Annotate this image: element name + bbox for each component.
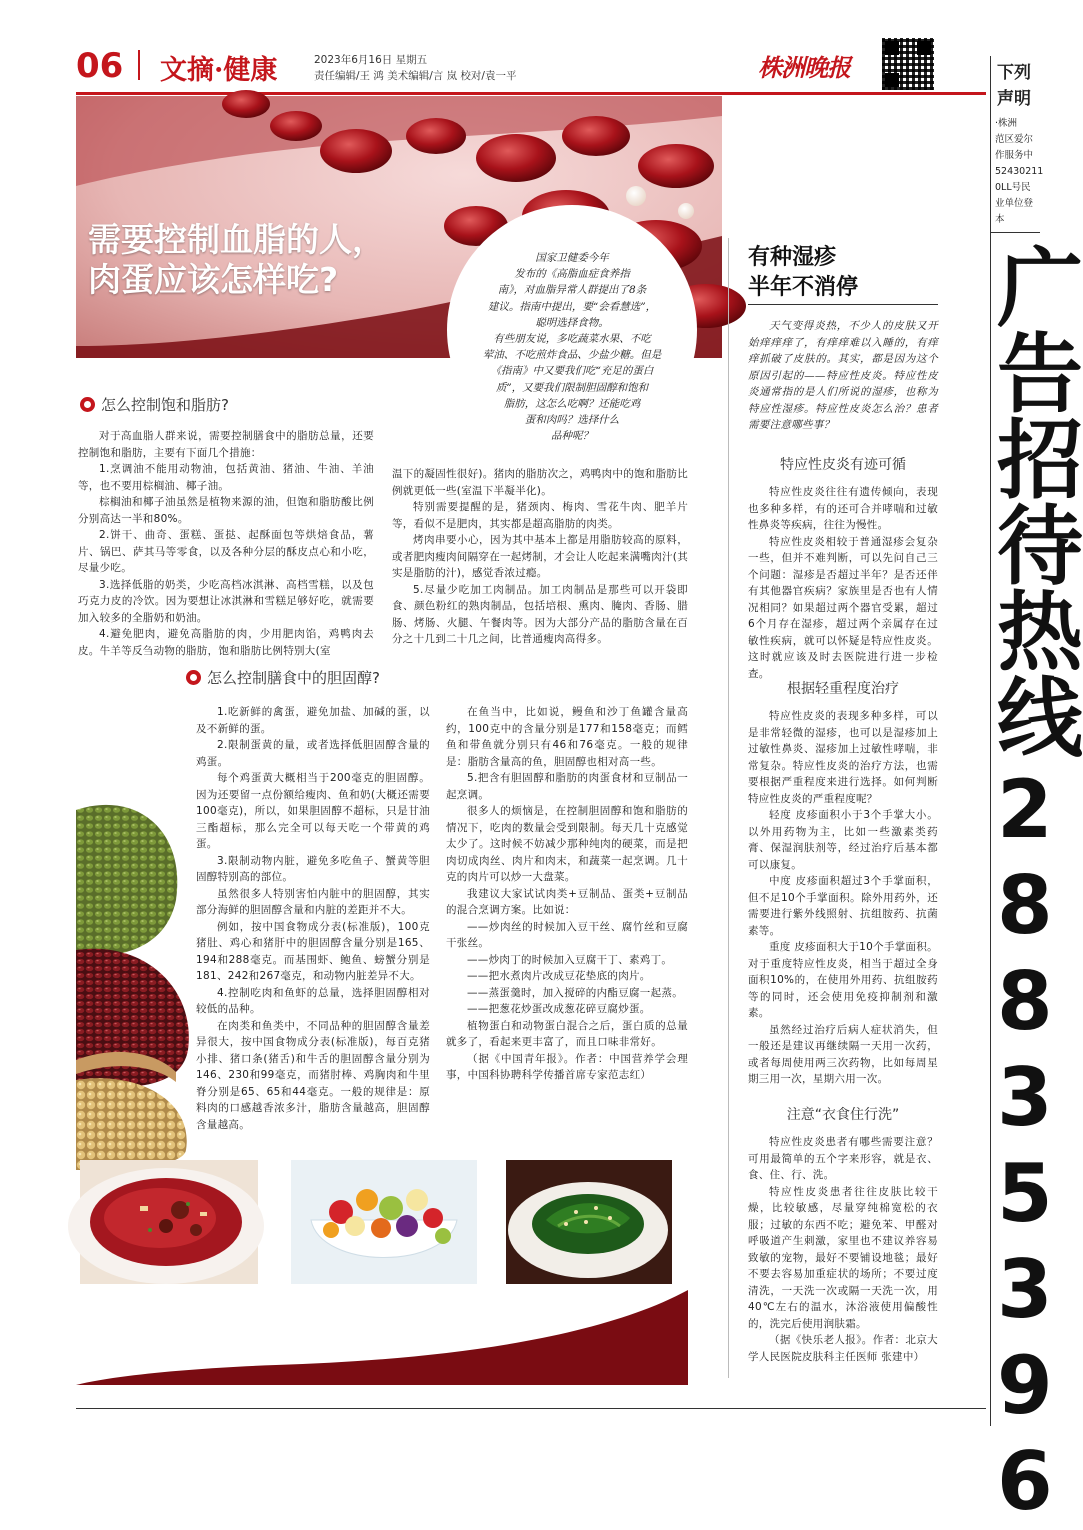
side-section-2 xyxy=(748,678,938,1088)
lead-line: 品种呢？ xyxy=(551,430,593,443)
paragraph: 很多人的烦恼是，在控制胆固醇和饱和脂肪的情况下，吃肉的数量会受到限制。每天几十克感觉太少了。这时候不妨减少那种纯肉的硬菜，而是把肉切成肉丝、肉片和肉末，和蔬菜一起烹调。几十克的肉片可以炒一大盘菜。 xyxy=(446,805,688,883)
paragraph: 2.限制蛋黄的量，或者选择低胆固醇含量的鸡蛋。 xyxy=(196,739,430,768)
page-number: 06 xyxy=(76,46,124,86)
side-title-line-2: 半年不消停 xyxy=(748,274,859,300)
borscht-illustration xyxy=(80,1160,258,1284)
ad-digit: 3 xyxy=(997,1243,1053,1336)
notice-title-line: 下列 xyxy=(997,63,1031,83)
paragraph: 特应性皮炎患者有哪些需要注意？可用最简单的五个字来形容，就是衣、食、住、行、洗。 xyxy=(748,1136,938,1181)
photo-fruit-salad xyxy=(291,1160,477,1284)
lead-line: 质”，又要我们限制胆固醇和饱和 xyxy=(495,381,649,394)
lead-line: 《指南》中又要我们吃“充足的蛋白 xyxy=(490,365,654,378)
adjacent-page-strip xyxy=(990,56,1083,1528)
qr-code xyxy=(882,38,934,90)
q2-column-2 xyxy=(446,704,688,1084)
editor-credits: 责任编辑/王 鸿 美术编辑/言 岚 校对/袁一平 xyxy=(314,70,517,82)
notice-line: 52430211 xyxy=(995,166,1044,177)
footer-rule xyxy=(76,1408,986,1409)
paragraph: 天气变得炎热，不少人的皮肤又开始痒痒痒了，有痒痒难以入睡的，有痒痒抓破了皮肤的。其实，都是因为这个原因引起的——特应性皮炎。特应性皮炎通常指的是人们所说的湿疹，也称为特应性湿疹。特应性皮炎怎么治？患者需要注意哪些事？ xyxy=(748,320,938,431)
paragraph: 5.把含有胆固醇和脂肪的肉蛋食材和豆制品一起烹调。 xyxy=(446,772,688,801)
ad-char: 招 xyxy=(997,410,1083,511)
paragraph: 特应性皮炎往往有遗传倾向，表现也多种多样，有的还可合并哮喘和过敏性鼻炎等疾病，往往为慢性。 xyxy=(748,486,938,531)
q2-heading-text: 怎么控制膳食中的胆固醇? xyxy=(207,669,380,687)
headline xyxy=(88,220,385,300)
header-rule xyxy=(76,92,986,95)
paragraph: 植物蛋白和动物蛋白混合之后，蛋白质的总量就多了，看起来更丰富了，而且口味非常好。 xyxy=(446,1019,688,1048)
bullet-circle-icon xyxy=(186,670,201,685)
side-title-rule xyxy=(748,304,938,305)
notice-line: ·株洲 xyxy=(995,118,1018,129)
paragraph: 特应性皮炎的表现多种多样，可以是非常轻微的湿疹，也可以是湿疹加上过敏性鼻炎、湿疹加上过敏性哮喘，非常复杂。特应性皮炎的治疗方法，也需要根据严重程度来进行选择。如何判断特应性皮炎的严重程度呢？ xyxy=(748,710,938,805)
ad-char: 线 xyxy=(997,668,1083,769)
side-intro xyxy=(748,318,938,434)
paragraph: 轻度 皮疹面积小于3个手掌大小。以外用药物为主，比如一些激素类药膏、保湿润肤剂等，经过治疗后基本都可以康复。 xyxy=(748,809,938,871)
notice-text xyxy=(995,116,1043,228)
side-article-title xyxy=(748,242,858,302)
page-header xyxy=(76,38,976,88)
ad-digit: 5 xyxy=(997,1147,1053,1240)
q2-heading xyxy=(186,667,380,688)
side-section-3 xyxy=(748,1104,938,1365)
paragraph: 烤肉串要小心，因为其中基本上都是用脂肪较高的原料，或者肥肉瘦肉间隔穿在一起烤制，才会让人吃起来满嘴肉汁(其实是脂肪的汁)，感觉香浓过瘾。 xyxy=(392,534,688,579)
q1-heading xyxy=(80,394,229,415)
notice-title xyxy=(997,60,1031,112)
paragraph: 我建议大家试试肉类+豆制品、蛋类+豆制品的混合烹调方案。比如说： xyxy=(446,887,688,916)
paragraph: 特别需要提醒的是，猪颈肉、梅肉、雪花牛肉、肥羊片等，看似不是肥肉，其实都是超高脂肪的肉类。 xyxy=(392,501,688,530)
ad-digit: 3 xyxy=(997,1051,1053,1144)
photo-borscht xyxy=(80,1160,258,1284)
paragraph: 4.避免肥肉，避免高脂肪的肉，少用肥肉馅，鸡鸭肉去皮。牛羊等反刍动物的脂肪，饱和脂肪比例特别大(室 xyxy=(78,628,374,657)
lead-line: 发布的《高脂血症食养指 xyxy=(514,268,630,281)
q2-column-1 xyxy=(196,704,430,1133)
paragraph: （据《快乐老人报》。作者：北京大学人民医院皮肤科主任医师 张建中） xyxy=(748,1334,938,1363)
ad-digit: 8 xyxy=(997,859,1053,952)
paragraph: 3.选择低脂的奶类，少吃高档冰淇淋、高档雪糕，以及包巧克力皮的冷饮。因为要想让冰淇淋和雪糕足够好吃，就需要加入较多的全脂奶和奶油。 xyxy=(78,578,374,624)
bullet-circle-icon xyxy=(80,397,95,412)
paragraph: 虽然很多人特别害怕内脏中的胆固醇，其实部分海鲜的胆固醇含量和内脏的差距并不大。 xyxy=(196,887,430,916)
notice-line: 0LL号民 xyxy=(995,182,1031,193)
side-article-divider xyxy=(728,238,729,1378)
ad-digit: 2 xyxy=(997,763,1053,856)
paragraph: 温下的凝固性很好)。猪肉的脂肪次之，鸡鸭肉中的饱和脂肪比例就更低一些(室温下半凝半化)。 xyxy=(392,468,688,497)
notice-line: 范区爱尔 xyxy=(995,134,1034,145)
paragraph: ——炒肉丁的时候加入豆腐干丁、素鸡丁。 xyxy=(467,953,673,966)
ad-hotline xyxy=(997,238,1083,1530)
ad-rule xyxy=(991,232,1040,233)
paragraph: 在鱼当中，比如说，鳗鱼和沙丁鱼罐含量高约，100克中的含量分别是177和158毫克；而鳕鱼和带鱼就分别只有46和76毫克。一般的规律是：脂肪含量高的鱼，胆固醇也相对高一些。 xyxy=(446,706,688,768)
notice-line: 作服务中 xyxy=(995,150,1034,161)
paragraph: ——把葱花炒蛋改成葱花碎豆腐炒蛋。 xyxy=(467,1003,651,1015)
ad-digit: 8 xyxy=(997,955,1053,1048)
header-divider xyxy=(138,50,140,80)
paragraph: 中度 皮疹面积超过3个手掌面积，但不足10个手掌面积。除外用药外，还需要进行紫外线照射、抗组胺药、抗菌素等。 xyxy=(748,875,938,937)
lead-line: 国家卫健委今年 xyxy=(535,252,609,264)
paragraph: 1.吃新鲜的禽蛋，避免加盐、加碱的蛋，以及不新鲜的蛋。 xyxy=(196,706,430,735)
ad-char: 热 xyxy=(997,582,1083,683)
beans-image xyxy=(76,790,196,1170)
photo-spinach xyxy=(506,1160,672,1284)
notice-line: 业单位登 xyxy=(995,198,1034,209)
paragraph: 1.烹调油不能用动物油，包括黄油、猪油、牛油、羊油等，也不要用棕榈油、椰子油。 xyxy=(78,463,374,492)
beans-illustration xyxy=(76,790,196,1170)
paragraph: 4.控制吃肉和鱼虾的总量，选择胆固醇相对较低的品种。 xyxy=(196,986,430,1015)
section-title: 文摘·健康 xyxy=(160,55,278,86)
side-subheading: 注意“衣食住行洗” xyxy=(786,1107,900,1123)
side-title-line-1: 有种湿疹 xyxy=(748,244,837,270)
fruit-salad-illustration xyxy=(291,1160,477,1284)
ad-char: 待 xyxy=(997,496,1083,597)
lead-line: 建议。指南中提出，要“会看慧选”， xyxy=(487,300,657,313)
side-subheading: 特应性皮炎有迹可循 xyxy=(780,457,906,473)
lead-line: 脂肪，这怎么吃啊？还能吃鸡 xyxy=(503,397,641,410)
paragraph: 2.饼干、曲奇、蛋糕、蛋挞、起酥面包等烘焙食品，薯片、锅巴、萨其马等零食，以及各种分层的酥皮点心和小吃，尽量少吃。 xyxy=(78,529,374,574)
brand-logo: 株洲晚报 xyxy=(758,53,850,82)
paragraph: 在肉类和鱼类中，不同品种的胆固醇含量差异很大，按中国食物成分表(标准版)，每百克猪小排、猪口条(猪舌)和牛舌的胆固醇含量分别为146、230和99毫克，而猪肘棒、鸡胸肉和牛里脊分别是65、65和44毫克。一般的规律是：原料肉的口感越香浓多汁，脂肪含量越高，胆固醇含量越高。 xyxy=(196,1019,430,1131)
paragraph: 特应性皮炎相较于普通湿疹会复杂一些，但并不难判断，可以先问自己三个问题：湿疹是否超过半年？是否还伴有其他器官疾病？家族里是否也有人情况相同？如果超过两个器官受累，超过6个月存在湿疹，超过两个亲属存在过敏性疾病，就可以怀疑是特应性皮炎。这时就应该及时去医院进行进一步检查。 xyxy=(748,535,938,680)
lead-line: 荤油、不吃煎炸食品、少盐少糖。但是 xyxy=(482,349,662,362)
paragraph: 3.限制动物内脏，避免多吃鱼子、蟹黄等胆固醇特别高的部位。 xyxy=(196,854,430,883)
side-subheading: 根据轻重程度治疗 xyxy=(787,681,899,697)
paragraph: ——把水煮肉片改成豆花垫底的肉片。 xyxy=(467,970,651,982)
side-section-1 xyxy=(748,454,938,682)
paragraph: 虽然经过治疗后病人症状消失，但一般还是建议再继续隔一天用一次药，或者每周使用两三次药物，比如每周星期三用一次，星期六用一次。 xyxy=(748,1023,938,1085)
paragraph: 特应性皮炎患者往往皮肤比较干燥，比较敏感，尽量穿纯棉宽松的衣服；过敏的东西不吃；避免苯、甲醛对呼吸道产生刺激，家里也不建议养容易致敏的宠物，最好不要铺设地毯；最好不要去容易加重症状的场所；不要过度清洗，一天洗一次或隔一天洗一次，用40℃左右的温水，沐浴液使用偏酸性的，洗完后使用润肤霜。 xyxy=(748,1185,938,1330)
paragraph: 每个鸡蛋黄大概相当于200毫克的胆固醇。因为还要留一点份额给瘦肉、鱼和奶(大概还需要100毫克)，所以，如果胆固醇不超标，只是甘油三酯超标，那么完全可以每天吃一个带黄的鸡蛋。 xyxy=(196,772,430,850)
lead-text xyxy=(455,250,689,444)
issue-date: 2023年6月16日 星期五 xyxy=(314,54,428,66)
notice-line: 本 xyxy=(995,214,1005,225)
paragraph: ——炒肉丝的时候加入豆干丝、腐竹丝和豆腐干张丝。 xyxy=(446,920,688,949)
ad-char: 广 xyxy=(997,238,1083,339)
lead-line: 南》，对血脂异常人群提出了8条 xyxy=(497,284,647,297)
ad-char: 告 xyxy=(997,324,1083,425)
q1-column-2 xyxy=(392,466,688,648)
lead-line: 聪明选择食物。 xyxy=(535,316,609,329)
paragraph: ——蒸蛋羹时，加入搅碎的内酯豆腐一起蒸。 xyxy=(467,986,683,999)
notice-title-line: 声明 xyxy=(997,89,1031,109)
paragraph: 棕榈油和椰子油虽然是植物来源的油，但饱和脂肪酸比例分别高达一半和80%。 xyxy=(78,496,374,525)
spinach-illustration xyxy=(506,1160,672,1284)
ad-digit: 6 xyxy=(997,1435,1053,1528)
q1-heading-text: 怎么控制饱和脂肪? xyxy=(101,396,229,414)
lead-line: 蛋和肉吗？选择什么 xyxy=(524,414,620,427)
paragraph: 对于高血脂人群来说，需要控制膳食中的脂肪总量，还要控制饱和脂肪，主要有下面几个措施： xyxy=(78,430,374,459)
headline-line-1: 需要控制血脂的人， xyxy=(88,220,385,259)
paragraph: 重度 皮疹面积大于10个手掌面积。对于重度特应性皮炎，相当于超过全身面积10%的，在使用外用药、抗组胺药等的同时，还会使用免疫抑制剂和激素。 xyxy=(748,941,938,1019)
lead-line: 有些朋友说，多吃蔬菜水果、不吃 xyxy=(493,333,651,346)
q1-column-1 xyxy=(78,428,374,659)
paragraph: 5.尽量少吃加工肉制品。加工肉制品是那些可以开袋即食、颜色粉红的熟肉制品，包括培根、熏肉、腌肉、香肠、腊肠、烤肠、火腿、午餐肉等。因为大部分产品的脂肪含量在百分之十几到二十几之间，比普通瘦肉高得多。 xyxy=(392,583,688,645)
paragraph: 例如，按中国食物成分表(标准版)，100克猪肚、鸡心和猪肝中的胆固醇含量分别是165、194和288毫克。而基围虾、鲍鱼、螃蟹分别是181、242和267毫克，和动物内脏差异不大。 xyxy=(196,920,430,982)
paragraph: （据《中国青年报》。作者：中国营养学会理事，中国科协聘科学传播首席专家范志红） xyxy=(446,1052,688,1081)
ad-digit: 9 xyxy=(997,1339,1053,1432)
headline-line-2: 肉蛋应该怎样吃? xyxy=(88,260,339,299)
